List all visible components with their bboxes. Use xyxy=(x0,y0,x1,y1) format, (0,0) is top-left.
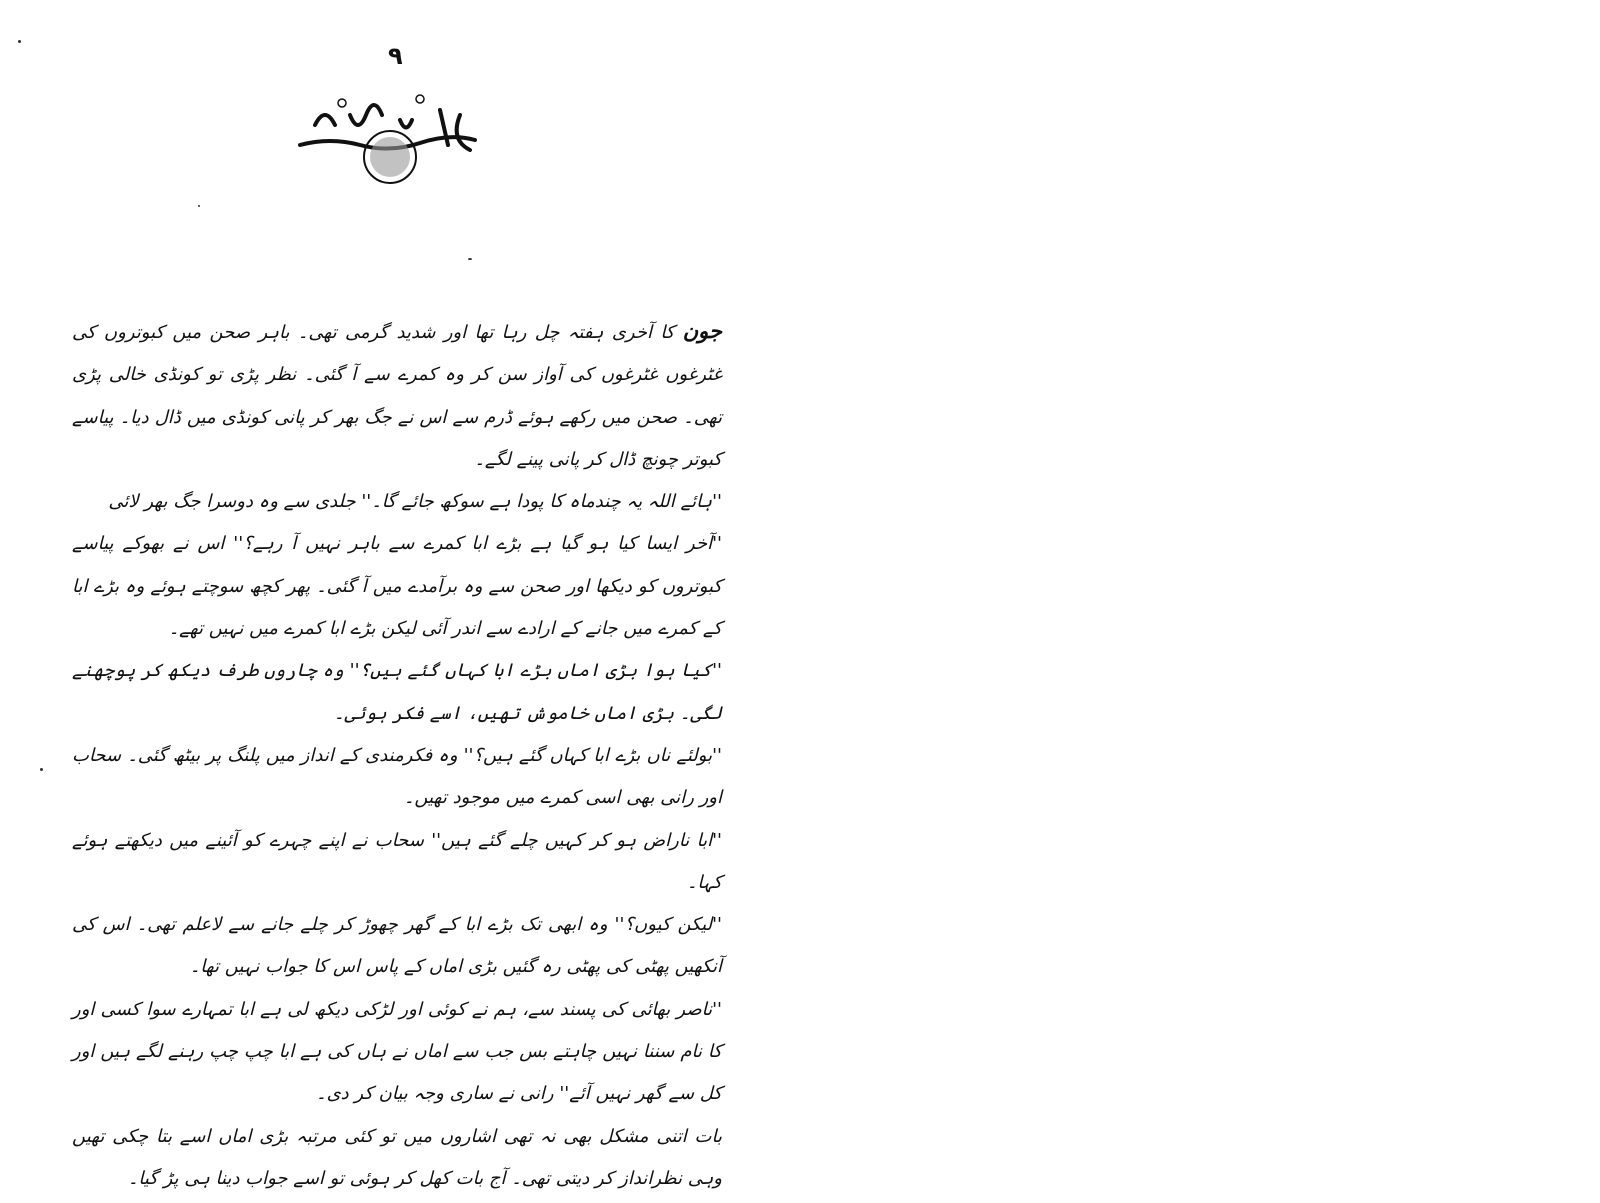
paragraph-6: ''ابا ناراض ہو کر کہیں چلے گئے ہیں'' سحاب نے اپنے چہرے کو آئینے میں دیکھتے ہوئے کہا۔ xyxy=(72,829,722,893)
paragraph-7: ''لیکن کیوں؟'' وہ ابھی تک بڑے ابا کے گھر چھوڑ کر چلے جانے سے لاعلم تھی۔ اس کی آنکھیں پھٹی کی پھٹی رہ گئیں بڑی اماں کے پاس اس کا جواب نہیں تھا۔ xyxy=(72,914,722,978)
paragraph-1-text: کا آخری ہفتہ چل رہا تھا اور شدید گرمی تھی۔ باہر صحن میں کبوتروں کی غٹرغوں غٹرغوں کی آواز سن کر وہ کمرے سے آ گئی۔ نظر پڑی تو کونڈی خالی پڑی تھی۔ صحن میں رکھے ہوئے ڈرم سے اس نے جگ بھر کر پانی کونڈی میں ڈال دیا۔ پیاسے کبوتر چونچ ڈال کر پانی پینے لگے۔ xyxy=(72,322,722,470)
drop-word: جون xyxy=(682,319,722,343)
page-number: ۹ xyxy=(388,42,403,70)
paragraph-9: بات اتنی مشکل بھی نہ تھی اشاروں میں تو کئی مرتبہ بڑی اماں اسے بتا چکی تھیں وہی نظرانداز کر دیتی تھی۔ آج بات کھل کر ہوئی تو اسے جواب دینا ہی پڑ گیا۔ xyxy=(72,1125,722,1189)
title-calligraphy xyxy=(290,85,490,195)
scan-speck xyxy=(40,768,43,771)
paragraph-8: ''ناصر بھائی کی پسند سے، ہم نے کوئی اور لڑکی دیکھ لی ہے ابا تمہارے سوا کسی اور کا نام سننا نہیں چاہتے بس جب سے اماں نے ہاں کی ہے ابا چپ چپ رہنے لگے ہیں اور کل سے گھر نہیں آئے'' رانی نے ساری وجہ بیان کر دی۔ xyxy=(72,998,722,1105)
scan-speck xyxy=(18,40,21,43)
scan-speck xyxy=(468,258,472,260)
scan-speck xyxy=(198,205,200,207)
paragraph-4: ''کیا ہوا بڑی اماں بڑے ابا کہاں گئے ہیں؟'' وہ چاروں طرف دیکھ کر پوچھنے لگی۔ بڑی اماں خاموش تھیں، اسے فکر ہوئی۔ xyxy=(72,660,722,724)
paragraph-3: ''آخر ایسا کیا ہو گیا ہے بڑے ابا کمرے سے باہر نہیں آ رہے؟'' اس نے بھوکے پیاسے کبوتروں کو دیکھا اور صحن سے وہ برآمدے میں آ گئی۔ پھر کچھ سوچتے ہوئے وہ بڑے ابا کے کمرے میں جانے کے ارادے سے اندر آئی لیکن بڑے ابا کمرے میں نہیں تھے۔ xyxy=(72,533,722,640)
body-text xyxy=(72,310,722,1200)
paragraph-1 xyxy=(72,310,722,481)
paragraph-5: ''بولئے ناں بڑے ابا کہاں گئے ہیں؟'' وہ فکرمندی کے انداز میں پلنگ پر بیٹھ گئی۔ سحاب اور رانی بھی اسی کمرے میں موجود تھیں۔ xyxy=(72,744,722,809)
paragraph-2: ''ہائے اللہ یہ چندماہ کا پودا ہے سوکھ جائے گا۔'' جلدی سے وہ دوسرا جگ بھر لائی xyxy=(108,491,722,513)
